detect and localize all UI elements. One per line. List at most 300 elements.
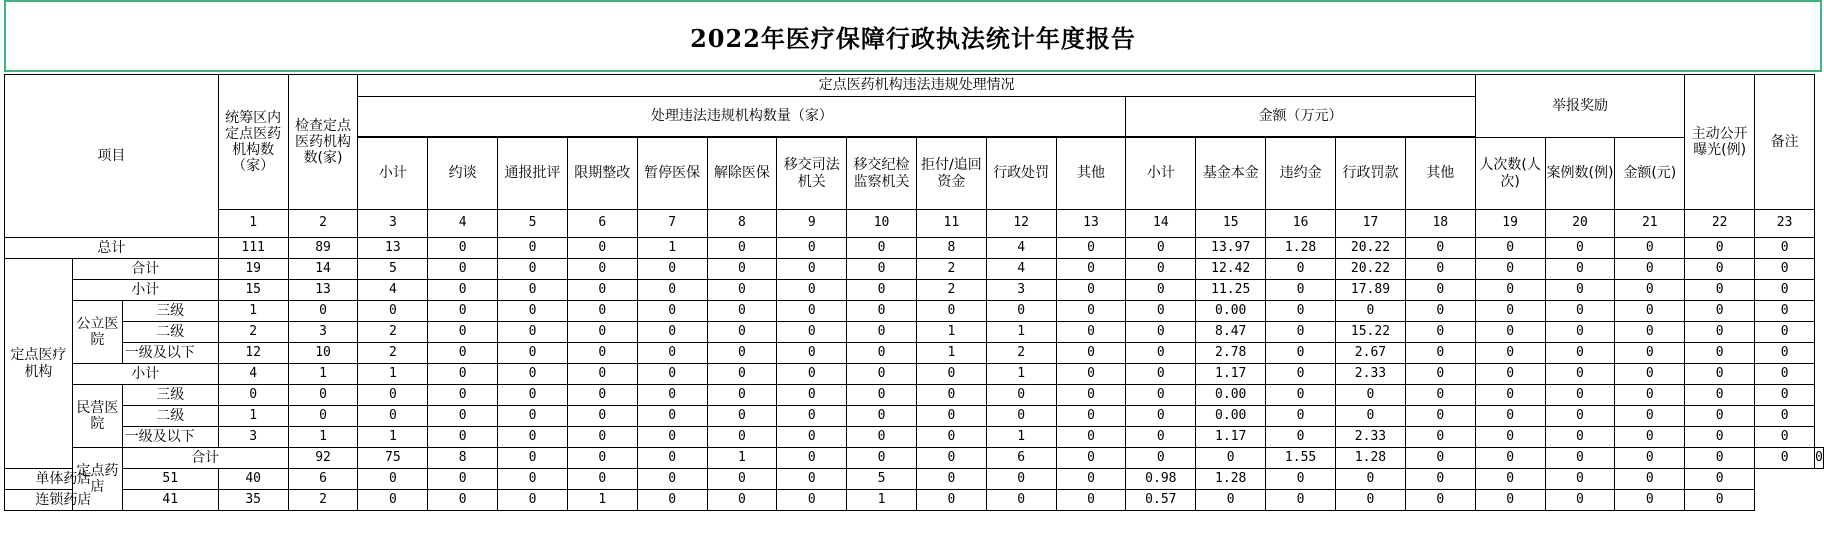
table-cell[interactable]: 0 xyxy=(1126,406,1196,427)
table-cell[interactable]: 0 xyxy=(1056,343,1126,364)
row-label-level3[interactable]: 三级 xyxy=(122,385,218,406)
table-cell[interactable]: 0 xyxy=(1615,364,1685,385)
table-cell[interactable]: 0 xyxy=(1196,490,1266,511)
table-cell[interactable]: 4 xyxy=(986,238,1056,259)
table-cell[interactable]: 10 xyxy=(288,343,358,364)
table-cell[interactable]: 1 xyxy=(218,406,288,427)
table-cell[interactable]: 0 xyxy=(847,280,917,301)
table-cell[interactable]: 1 xyxy=(707,448,777,469)
table-cell[interactable]: 0 xyxy=(1615,238,1685,259)
table-cell[interactable]: 1 xyxy=(288,427,358,448)
table-cell[interactable]: 0 xyxy=(567,322,637,343)
table-cell[interactable]: 0 xyxy=(498,322,568,343)
row-label-heji[interactable]: 合计 xyxy=(122,448,288,469)
table-cell[interactable]: 0 xyxy=(1336,301,1406,322)
column-number[interactable]: 13 xyxy=(1056,210,1126,238)
table-cell[interactable]: 0 xyxy=(567,238,637,259)
table-cell[interactable]: 0 xyxy=(1126,259,1196,280)
column-number[interactable]: 16 xyxy=(1266,210,1336,238)
table-cell[interactable]: 0 xyxy=(1266,259,1336,280)
table-cell[interactable]: 0 xyxy=(1266,427,1336,448)
table-cell[interactable]: 0 xyxy=(777,385,847,406)
table-cell[interactable]: 0 xyxy=(1755,280,1815,301)
table-cell[interactable]: 0 xyxy=(1405,490,1475,511)
table-cell[interactable]: 0 xyxy=(1126,364,1196,385)
table-cell[interactable]: 1 xyxy=(358,427,428,448)
table-cell[interactable]: 0 xyxy=(1405,364,1475,385)
table-cell[interactable]: 14 xyxy=(288,259,358,280)
table-cell[interactable]: 0 xyxy=(1405,469,1475,490)
table-cell[interactable]: 20.22 xyxy=(1336,238,1406,259)
header-report-col[interactable]: 金额(元) xyxy=(1615,138,1685,210)
table-cell[interactable]: 0 xyxy=(1685,385,1755,406)
table-cell[interactable]: 0 xyxy=(847,406,917,427)
table-cell[interactable]: 8 xyxy=(428,448,498,469)
table-cell[interactable]: 0 xyxy=(1545,490,1615,511)
table-cell[interactable]: 0 xyxy=(1405,343,1475,364)
table-cell[interactable]: 1.17 xyxy=(1196,364,1266,385)
table-cell[interactable]: 0 xyxy=(1815,448,1824,469)
table-cell[interactable]: 12 xyxy=(218,343,288,364)
table-cell[interactable]: 2.67 xyxy=(1336,343,1406,364)
table-cell[interactable]: 0 xyxy=(498,343,568,364)
table-cell[interactable]: 0 xyxy=(567,385,637,406)
table-cell[interactable]: 0 xyxy=(1755,385,1815,406)
table-cell[interactable]: 0 xyxy=(498,385,568,406)
table-cell[interactable]: 0 xyxy=(1615,322,1685,343)
table-cell[interactable]: 0 xyxy=(1475,280,1545,301)
table-cell[interactable]: 0 xyxy=(777,364,847,385)
table-cell[interactable]: 0 xyxy=(428,301,498,322)
table-cell[interactable]: 0 xyxy=(1056,322,1126,343)
table-cell[interactable]: 0 xyxy=(637,259,707,280)
table-cell[interactable]: 0 xyxy=(1475,448,1545,469)
column-number[interactable]: 3 xyxy=(358,210,428,238)
table-cell[interactable]: 1 xyxy=(916,343,986,364)
column-number[interactable]: 10 xyxy=(847,210,917,238)
table-cell[interactable]: 19 xyxy=(218,259,288,280)
table-cell[interactable]: 0 xyxy=(1615,280,1685,301)
table-cell[interactable]: 1 xyxy=(986,322,1056,343)
table-cell[interactable]: 0 xyxy=(637,406,707,427)
table-cell[interactable]: 0 xyxy=(916,469,986,490)
report-title-cell[interactable] xyxy=(4,0,1822,72)
column-number[interactable]: 15 xyxy=(1196,210,1266,238)
table-cell[interactable]: 0 xyxy=(1405,385,1475,406)
table-cell[interactable]: 0 xyxy=(1126,427,1196,448)
table-cell[interactable]: 0 xyxy=(1545,280,1615,301)
table-cell[interactable]: 0 xyxy=(1615,406,1685,427)
table-cell[interactable]: 0 xyxy=(1405,448,1475,469)
table-cell[interactable]: 0 xyxy=(1126,238,1196,259)
table-cell[interactable]: 0 xyxy=(707,301,777,322)
table-cell[interactable]: 0 xyxy=(1056,259,1126,280)
row-label-single-pharmacy[interactable]: 单体药店 xyxy=(5,469,123,490)
column-number[interactable]: 1 xyxy=(218,210,288,238)
table-cell[interactable]: 0 xyxy=(637,427,707,448)
table-cell[interactable]: 0 xyxy=(1196,448,1266,469)
table-cell[interactable]: 0 xyxy=(1126,322,1196,343)
table-cell[interactable]: 0 xyxy=(1545,364,1615,385)
table-cell[interactable]: 0 xyxy=(428,406,498,427)
table-cell[interactable]: 2 xyxy=(218,322,288,343)
table-cell[interactable]: 0 xyxy=(288,301,358,322)
table-cell[interactable]: 13 xyxy=(288,280,358,301)
table-cell[interactable]: 0 xyxy=(637,490,707,511)
table-cell[interactable]: 0 xyxy=(707,469,777,490)
table-cell[interactable]: 0 xyxy=(1545,238,1615,259)
table-cell[interactable]: 0 xyxy=(847,259,917,280)
table-cell[interactable]: 0 xyxy=(707,238,777,259)
table-cell[interactable]: 40 xyxy=(218,469,288,490)
table-cell[interactable]: 0 xyxy=(1755,238,1815,259)
table-cell[interactable]: 0 xyxy=(986,406,1056,427)
header-amount-col[interactable]: 违约金 xyxy=(1266,138,1336,210)
table-cell[interactable]: 0 xyxy=(1336,406,1406,427)
table-cell[interactable]: 0 xyxy=(1475,490,1545,511)
table-cell[interactable]: 0 xyxy=(777,343,847,364)
header-count-col[interactable]: 小计 xyxy=(358,138,428,210)
table-cell[interactable]: 0 xyxy=(1545,469,1615,490)
table-cell[interactable]: 0 xyxy=(847,385,917,406)
table-cell[interactable]: 0 xyxy=(358,406,428,427)
table-cell[interactable]: 2 xyxy=(358,343,428,364)
row-label-total[interactable]: 总计 xyxy=(5,238,219,259)
row-group-medical[interactable]: 定点医疗机构 xyxy=(5,259,73,469)
header-amount-col[interactable]: 基金本金 xyxy=(1196,138,1266,210)
table-cell[interactable]: 0 xyxy=(1056,238,1126,259)
table-cell[interactable]: 0 xyxy=(637,385,707,406)
row-label-chain-pharmacy[interactable]: 连锁药店 xyxy=(5,490,123,511)
column-number[interactable]: 22 xyxy=(1685,210,1755,238)
table-cell[interactable]: 0 xyxy=(1685,238,1755,259)
table-cell[interactable]: 0 xyxy=(916,385,986,406)
table-cell[interactable]: 0 xyxy=(707,406,777,427)
column-number[interactable]: 18 xyxy=(1405,210,1475,238)
header-col-23[interactable]: 备注 xyxy=(1755,75,1815,210)
table-cell[interactable]: 0 xyxy=(428,322,498,343)
table-cell[interactable]: 0 xyxy=(498,406,568,427)
table-cell[interactable]: 0 xyxy=(1615,301,1685,322)
table-cell[interactable]: 0 xyxy=(1615,343,1685,364)
column-number[interactable]: 7 xyxy=(637,210,707,238)
table-cell[interactable]: 0 xyxy=(1685,490,1755,511)
table-cell[interactable]: 1 xyxy=(637,238,707,259)
table-cell[interactable]: 0 xyxy=(986,385,1056,406)
table-cell[interactable]: 0 xyxy=(1475,385,1545,406)
table-cell[interactable]: 0 xyxy=(1056,427,1126,448)
table-cell[interactable]: 0 xyxy=(428,469,498,490)
table-cell[interactable]: 1 xyxy=(567,490,637,511)
table-cell[interactable]: 0 xyxy=(916,448,986,469)
table-cell[interactable]: 0 xyxy=(707,343,777,364)
table-cell[interactable]: 1 xyxy=(358,364,428,385)
table-cell[interactable]: 0 xyxy=(1615,448,1685,469)
table-cell[interactable]: 2 xyxy=(288,490,358,511)
table-cell[interactable]: 0 xyxy=(1545,406,1615,427)
table-cell[interactable]: 0 xyxy=(1685,301,1755,322)
table-cell[interactable]: 0 xyxy=(847,427,917,448)
table-cell[interactable]: 0 xyxy=(1755,364,1815,385)
header-col-22[interactable]: 主动公开曝光(例) xyxy=(1685,75,1755,210)
table-cell[interactable]: 0 xyxy=(428,343,498,364)
table-cell[interactable]: 0 xyxy=(498,364,568,385)
table-cell[interactable]: 0 xyxy=(1056,385,1126,406)
table-cell[interactable]: 0.00 xyxy=(1196,406,1266,427)
table-cell[interactable]: 0 xyxy=(1266,343,1336,364)
table-cell[interactable]: 0 xyxy=(567,469,637,490)
table-cell[interactable]: 0 xyxy=(1615,427,1685,448)
table-cell[interactable]: 0 xyxy=(1266,364,1336,385)
table-cell[interactable]: 0 xyxy=(986,301,1056,322)
table-cell[interactable]: 0 xyxy=(498,280,568,301)
table-cell[interactable]: 1 xyxy=(218,301,288,322)
table-cell[interactable]: 0 xyxy=(1475,406,1545,427)
table-cell[interactable]: 0 xyxy=(1755,448,1815,469)
row-label-level1[interactable]: 一级及以下 xyxy=(122,427,218,448)
table-cell[interactable]: 0 xyxy=(1405,259,1475,280)
table-cell[interactable]: 6 xyxy=(288,469,358,490)
table-cell[interactable]: 15.22 xyxy=(1336,322,1406,343)
table-cell[interactable]: 0 xyxy=(1755,259,1815,280)
table-cell[interactable]: 0 xyxy=(637,301,707,322)
table-cell[interactable]: 17.89 xyxy=(1336,280,1406,301)
table-cell[interactable]: 0 xyxy=(1685,259,1755,280)
table-cell[interactable]: 0 xyxy=(916,364,986,385)
table-cell[interactable]: 0 xyxy=(218,385,288,406)
table-cell[interactable]: 0 xyxy=(777,448,847,469)
table-cell[interactable]: 0 xyxy=(707,490,777,511)
table-cell[interactable]: 0 xyxy=(707,280,777,301)
table-cell[interactable]: 0 xyxy=(1126,280,1196,301)
header-report-col[interactable]: 人次数(人次) xyxy=(1475,138,1545,210)
table-cell[interactable]: 0 xyxy=(1056,364,1126,385)
header-group-main[interactable]: 定点医药机构违法违规处理情况 xyxy=(358,75,1475,97)
header-item[interactable]: 项目 xyxy=(5,75,219,238)
table-cell[interactable]: 0 xyxy=(1405,301,1475,322)
table-cell[interactable]: 0 xyxy=(1405,406,1475,427)
table-cell[interactable]: 0 xyxy=(1336,469,1406,490)
table-cell[interactable]: 0 xyxy=(916,301,986,322)
table-cell[interactable]: 0 xyxy=(567,301,637,322)
table-cell[interactable]: 1.28 xyxy=(1266,238,1336,259)
table-cell[interactable]: 0 xyxy=(847,322,917,343)
row-label-xiaoji[interactable]: 小计 xyxy=(72,364,218,385)
table-cell[interactable]: 0.00 xyxy=(1196,385,1266,406)
table-cell[interactable]: 0 xyxy=(777,322,847,343)
table-cell[interactable]: 0 xyxy=(1266,301,1336,322)
table-cell[interactable]: 0 xyxy=(1685,469,1755,490)
table-cell[interactable]: 0 xyxy=(498,238,568,259)
table-cell[interactable]: 1.28 xyxy=(1196,469,1266,490)
column-number[interactable]: 8 xyxy=(707,210,777,238)
table-cell[interactable]: 0 xyxy=(1336,490,1406,511)
table-cell[interactable]: 0 xyxy=(637,448,707,469)
table-cell[interactable]: 0 xyxy=(1545,385,1615,406)
table-cell[interactable]: 0 xyxy=(1615,385,1685,406)
table-cell[interactable]: 0 xyxy=(1685,406,1755,427)
table-cell[interactable]: 0 xyxy=(1615,490,1685,511)
column-number[interactable]: 12 xyxy=(986,210,1056,238)
table-cell[interactable]: 0 xyxy=(358,490,428,511)
table-cell[interactable]: 0 xyxy=(288,406,358,427)
table-cell[interactable]: 0 xyxy=(1405,427,1475,448)
header-amount-col[interactable]: 行政罚款 xyxy=(1336,138,1406,210)
table-cell[interactable]: 0 xyxy=(847,301,917,322)
table-cell[interactable]: 0 xyxy=(637,343,707,364)
table-cell[interactable]: 0 xyxy=(1126,385,1196,406)
table-cell[interactable]: 1 xyxy=(288,364,358,385)
table-cell[interactable]: 0 xyxy=(1685,448,1755,469)
header-count-col[interactable]: 拒付/追回资金 xyxy=(916,138,986,210)
table-cell[interactable]: 0 xyxy=(567,406,637,427)
table-cell[interactable]: 13 xyxy=(358,238,428,259)
column-number[interactable]: 6 xyxy=(567,210,637,238)
table-cell[interactable]: 0 xyxy=(1126,301,1196,322)
table-cell[interactable]: 0 xyxy=(777,280,847,301)
header-count-col[interactable]: 暂停医保 xyxy=(637,138,707,210)
table-cell[interactable]: 0.98 xyxy=(1126,469,1196,490)
column-number[interactable]: 21 xyxy=(1615,210,1685,238)
table-cell[interactable]: 4 xyxy=(358,280,428,301)
table-cell[interactable]: 0 xyxy=(637,280,707,301)
header-group-amount[interactable]: 金额（万元） xyxy=(1126,97,1475,137)
table-cell[interactable]: 0 xyxy=(1545,448,1615,469)
table-cell[interactable]: 0 xyxy=(637,364,707,385)
header-amount-col[interactable]: 其他 xyxy=(1405,138,1475,210)
table-cell[interactable]: 0 xyxy=(428,238,498,259)
table-cell[interactable]: 0 xyxy=(1405,280,1475,301)
table-cell[interactable]: 0 xyxy=(567,259,637,280)
table-cell[interactable]: 0 xyxy=(1755,406,1815,427)
column-number[interactable]: 4 xyxy=(428,210,498,238)
table-cell[interactable]: 0 xyxy=(777,301,847,322)
table-cell[interactable]: 0 xyxy=(498,490,568,511)
table-cell[interactable]: 0 xyxy=(1405,322,1475,343)
table-cell[interactable]: 0 xyxy=(1545,343,1615,364)
table-cell[interactable]: 0 xyxy=(637,322,707,343)
table-cell[interactable]: 0 xyxy=(707,322,777,343)
table-cell[interactable]: 2 xyxy=(986,343,1056,364)
table-cell[interactable]: 0 xyxy=(847,364,917,385)
column-number[interactable]: 19 xyxy=(1475,210,1545,238)
row-group-pharmacy[interactable]: 定点药店 xyxy=(72,448,122,511)
table-cell[interactable]: 0 xyxy=(498,259,568,280)
row-label-level2[interactable]: 二级 xyxy=(122,322,218,343)
table-cell[interactable]: 0 xyxy=(1615,469,1685,490)
table-cell[interactable]: 89 xyxy=(288,238,358,259)
table-cell[interactable]: 0 xyxy=(1056,301,1126,322)
table-cell[interactable]: 15 xyxy=(218,280,288,301)
table-cell[interactable]: 0 xyxy=(637,469,707,490)
table-cell[interactable]: 0 xyxy=(777,469,847,490)
table-cell[interactable]: 0 xyxy=(777,238,847,259)
table-cell[interactable]: 1 xyxy=(916,322,986,343)
table-cell[interactable]: 1 xyxy=(847,490,917,511)
table-cell[interactable]: 0 xyxy=(1475,364,1545,385)
table-cell[interactable]: 0 xyxy=(777,406,847,427)
table-cell[interactable]: 4 xyxy=(218,364,288,385)
table-cell[interactable]: 0 xyxy=(1056,490,1126,511)
header-group-report[interactable]: 举报奖励 xyxy=(1475,75,1685,138)
row-label-heji[interactable]: 合计 xyxy=(72,259,218,280)
table-cell[interactable]: 0 xyxy=(777,427,847,448)
table-cell[interactable]: 0 xyxy=(567,448,637,469)
table-cell[interactable]: 5 xyxy=(358,259,428,280)
table-cell[interactable]: 0 xyxy=(777,259,847,280)
table-cell[interactable]: 8.47 xyxy=(1196,322,1266,343)
table-cell[interactable]: 0 xyxy=(1545,427,1615,448)
header-count-col[interactable]: 通报批评 xyxy=(498,138,568,210)
table-cell[interactable]: 1 xyxy=(986,364,1056,385)
table-cell[interactable]: 0 xyxy=(428,427,498,448)
table-cell[interactable]: 0 xyxy=(1685,280,1755,301)
table-cell[interactable]: 0 xyxy=(1475,238,1545,259)
table-cell[interactable]: 0 xyxy=(428,364,498,385)
table-cell[interactable]: 0 xyxy=(567,364,637,385)
table-cell[interactable]: 0 xyxy=(777,490,847,511)
table-cell[interactable]: 0 xyxy=(847,343,917,364)
column-number[interactable]: 9 xyxy=(777,210,847,238)
column-number[interactable]: 11 xyxy=(916,210,986,238)
table-cell[interactable]: 0 xyxy=(1056,469,1126,490)
table-cell[interactable]: 0 xyxy=(1475,427,1545,448)
table-cell[interactable]: 0 xyxy=(707,385,777,406)
column-number[interactable]: 23 xyxy=(1755,210,1815,238)
header-group-count[interactable]: 处理违法违规机构数量（家） xyxy=(358,97,1126,137)
header-report-col[interactable]: 案例数(例) xyxy=(1545,138,1615,210)
table-cell[interactable]: 0 xyxy=(428,385,498,406)
header-col-1[interactable]: 统筹区内定点医药机构数（家） xyxy=(218,75,288,210)
table-cell[interactable]: 0 xyxy=(1755,301,1815,322)
table-cell[interactable]: 0 xyxy=(1056,406,1126,427)
column-number[interactable]: 20 xyxy=(1545,210,1615,238)
table-cell[interactable]: 6 xyxy=(986,448,1056,469)
table-cell[interactable]: 0 xyxy=(1755,343,1815,364)
row-group-public[interactable]: 公立医院 xyxy=(72,301,122,364)
row-label-level3[interactable]: 三级 xyxy=(122,301,218,322)
table-cell[interactable]: 13.97 xyxy=(1196,238,1266,259)
table-cell[interactable]: 0 xyxy=(1475,322,1545,343)
table-cell[interactable]: 2 xyxy=(916,259,986,280)
column-number[interactable]: 5 xyxy=(498,210,568,238)
table-cell[interactable]: 3 xyxy=(986,280,1056,301)
table-cell[interactable]: 0 xyxy=(1545,259,1615,280)
row-group-private[interactable]: 民营医院 xyxy=(72,385,122,448)
table-cell[interactable]: 0 xyxy=(1545,301,1615,322)
header-count-col[interactable]: 解除医保 xyxy=(707,138,777,210)
table-cell[interactable]: 2.78 xyxy=(1196,343,1266,364)
table-cell[interactable]: 0 xyxy=(1685,322,1755,343)
table-cell[interactable]: 0 xyxy=(498,448,568,469)
table-cell[interactable]: 0 xyxy=(916,490,986,511)
table-cell[interactable]: 51 xyxy=(122,469,218,490)
header-col-2[interactable]: 检查定点医药机构数(家) xyxy=(288,75,358,210)
table-cell[interactable]: 1.28 xyxy=(1336,448,1406,469)
row-label-xiaoji[interactable]: 小计 xyxy=(72,280,218,301)
table-cell[interactable]: 0 xyxy=(1755,427,1815,448)
table-cell[interactable]: 1.55 xyxy=(1266,448,1336,469)
table-cell[interactable]: 0 xyxy=(358,469,428,490)
table-cell[interactable]: 0 xyxy=(1755,322,1815,343)
table-cell[interactable]: 0 xyxy=(567,280,637,301)
table-cell[interactable]: 0 xyxy=(498,427,568,448)
table-cell[interactable]: 0 xyxy=(707,259,777,280)
table-cell[interactable]: 2.33 xyxy=(1336,427,1406,448)
table-cell[interactable]: 0 xyxy=(1685,427,1755,448)
table-cell[interactable]: 75 xyxy=(358,448,428,469)
table-cell[interactable]: 5 xyxy=(847,469,917,490)
